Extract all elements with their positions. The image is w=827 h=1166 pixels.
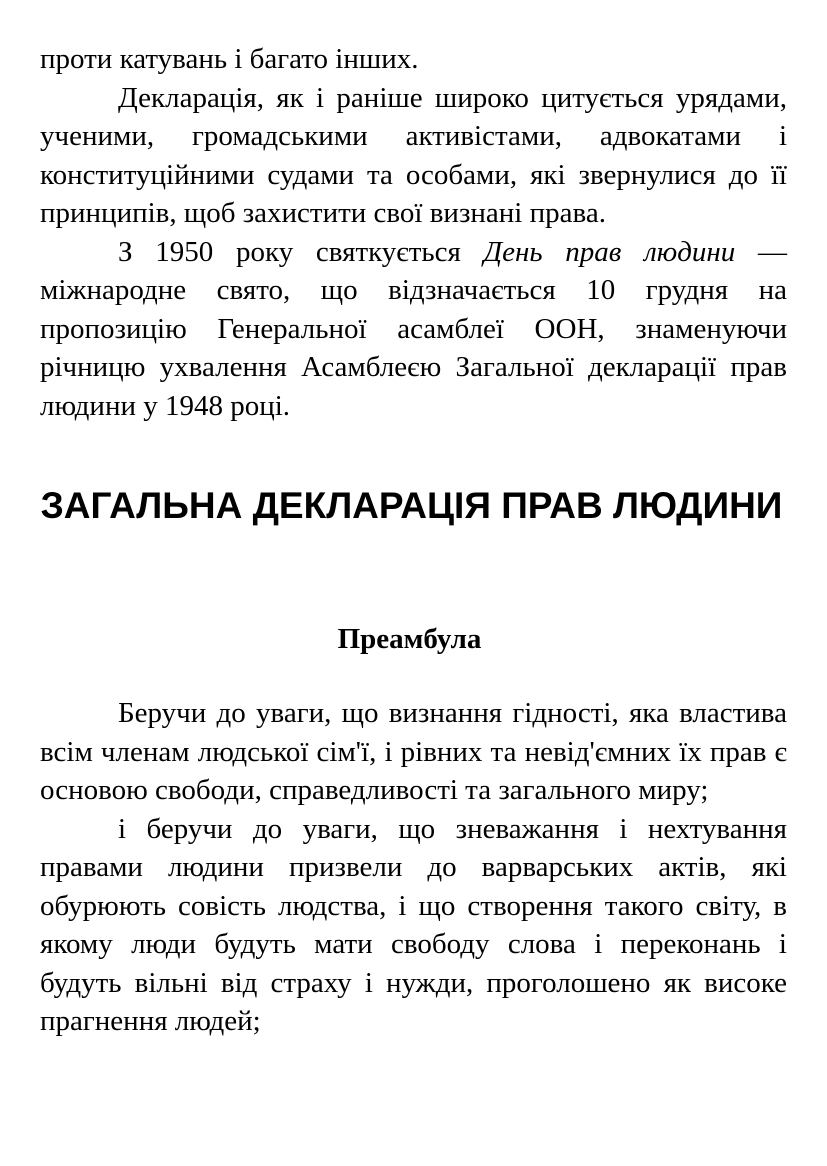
preamble-heading: Преамбула: [337, 623, 482, 655]
paragraph-human-rights-day: [40, 233, 787, 426]
human-rights-day-lead: З 1950 року святкується: [118, 235, 484, 268]
paragraph-continuation: проти катувань і багато інших.: [40, 43, 419, 75]
human-rights-day-term: День прав людини: [483, 235, 736, 268]
human-rights-day-rest: — міжнародне свято, що відзначається 10 грудня на пропозицію Генеральної асамблеї ООН, знаменуючи річницю ухвалення Асамблеєю Загальної декларації прав людини у 1948 році.: [40, 235, 788, 422]
preamble-paragraph-2: і беручи до уваги, що зневажання і нехтування правами людини призвели до варварських актів, які обурюють совість людства, і що створення такого світу, в якому люди будуть мати свободу слова і переконань і будуть вільні від страху і нужди, проголошено як високе прагнення людей;: [40, 812, 787, 1037]
paragraph-declaration-citation: Декларація, як і раніше широко цитується урядами, ученими, громадськими активістами, адвокатами і конституційними судами та особами, які звернулися до її принципів, щоб захистити свої визнані права.: [40, 81, 787, 229]
document-page: [40, 0, 787, 1041]
preamble-paragraph-1: Беручи до уваги, що визнання гідності, яка властива всім членам людської сім'ї, і рівних та невід'ємних їх прав є основою свободи, справедливості та загального миру;: [40, 697, 787, 806]
document-title: ЗАГАЛЬНА ДЕКЛАРАЦІЯ ПРАВ ЛЮДИНИ: [40, 485, 783, 526]
